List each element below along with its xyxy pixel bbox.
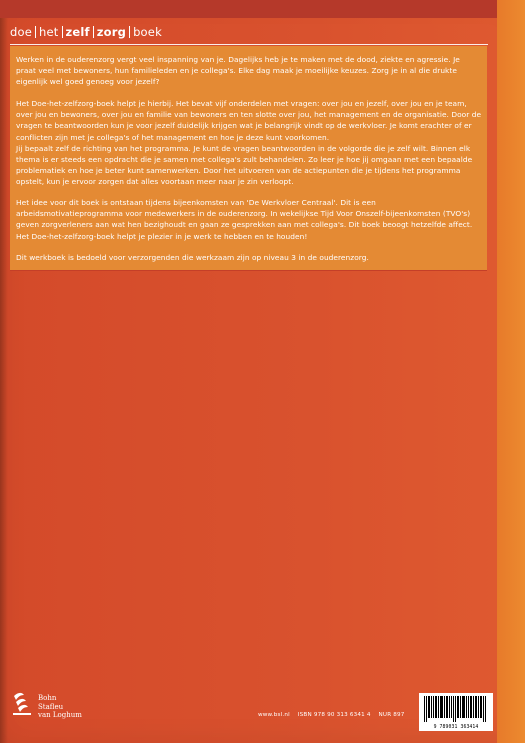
- series-separator: [93, 26, 94, 38]
- publisher-website: www.bsl.nl: [258, 712, 290, 718]
- isbn-number: ISBN 978 90 313 6341 4: [297, 712, 371, 718]
- title-rule: [10, 44, 488, 45]
- spine-shadow: [0, 0, 8, 743]
- blurb-paragraph-1: Werken in de ouderenzorg vergt veel inspanning van je. Dagelijks heb je te maken met de dood, ziekte en agressie. Je praat veel met bewoners, hun familieleden en je collega's. Elke dag maak je moeilijke keuzes. Zorg je in al die drukte eigenlijk wel goed genoeg voor jezelf?: [16, 55, 460, 87]
- publisher-line-2: Stafleu: [38, 702, 64, 711]
- isbn-barcode: [419, 693, 493, 731]
- series-separator: [62, 26, 63, 38]
- imprint-line: [258, 712, 405, 718]
- series-separator: [129, 26, 130, 38]
- spine-orange-strip: [497, 0, 525, 743]
- blurb-paragraph-3: Het idee voor dit boek is ontstaan tijdens bijeenkomsten van 'De Werkvloer Centraal'. Dit is een arbeidsmotivatieprogramma voor medewerkers in de ouderenzorg. In wekelijkse Tijd Voor Onszelf-bijeenkomsten (TVO's) geven zorgverleners aan wat hen bezighoudt en gaan ze gesprekken aan met collega's. Dit boek beoogt hetzelfde affect. Het Doe-het-zelfzorg-boek helpt je plezier in je werk te hebben en te houden!: [16, 198, 473, 241]
- series-word-het: het: [39, 25, 59, 39]
- top-band: [0, 0, 497, 18]
- blurb-paragraph-2: Het Doe-het-zelfzorg-boek helpt je hierbij. Het bevat vijf onderdelen met vragen: over jou en jezelf, over jou en je team, over jou en bewoners, over jou en familie van bewoners en ten slotte over jou, het management en de organisatie. Door de vragen te beantwoorden kun je voor jezelf duidelijk krijgen wat je belangrijk vindt op de werkvloer. Je komt erachter of er conflicten zijn met je collega's of het management en hoe je deze kunt voorkomen. Jij bepaalt zelf de richting van het programma. Je kunt de vragen beantwoorden in de volgorde die je zelf wilt. Binnen elk thema is er steeds een opdracht die je samen met collega's zult behandelen. Zo leer je hoe jij omgaan met een bepaalde problematiek en hoe je beter kunt samenwerken. Door het uitvoeren van de actiepunten die je tijdens het programma opstelt, kun je ervoor zorgen dat alles voortaan meer naar je zin verloopt.: [16, 99, 482, 187]
- publisher-logo: [12, 690, 132, 726]
- series-title: [10, 24, 162, 40]
- barcode-digits: 9 789031 363414: [433, 725, 479, 730]
- series-separator: [35, 26, 36, 38]
- series-word-zelf: zelf: [65, 25, 90, 39]
- publisher-line-1: Bohn: [38, 694, 57, 702]
- barcode-bars: [424, 696, 488, 722]
- series-word-zorg: zorg: [96, 25, 127, 39]
- series-word-doe: doe: [10, 25, 33, 39]
- nur-code: NUR 897: [378, 712, 405, 718]
- panel-divider: [10, 270, 487, 271]
- publisher-line-3: van Loghum: [38, 711, 82, 719]
- blurb-paragraph-4: Dit werkboek is bedoeld voor verzorgenden die werkzaam zijn op niveau 3 in de ouderenzorg.: [16, 253, 369, 262]
- blurb-panel: [10, 46, 487, 270]
- publisher-name: [38, 694, 82, 720]
- bsl-logo-icon: [12, 690, 32, 716]
- series-word-boek: boek: [133, 25, 162, 39]
